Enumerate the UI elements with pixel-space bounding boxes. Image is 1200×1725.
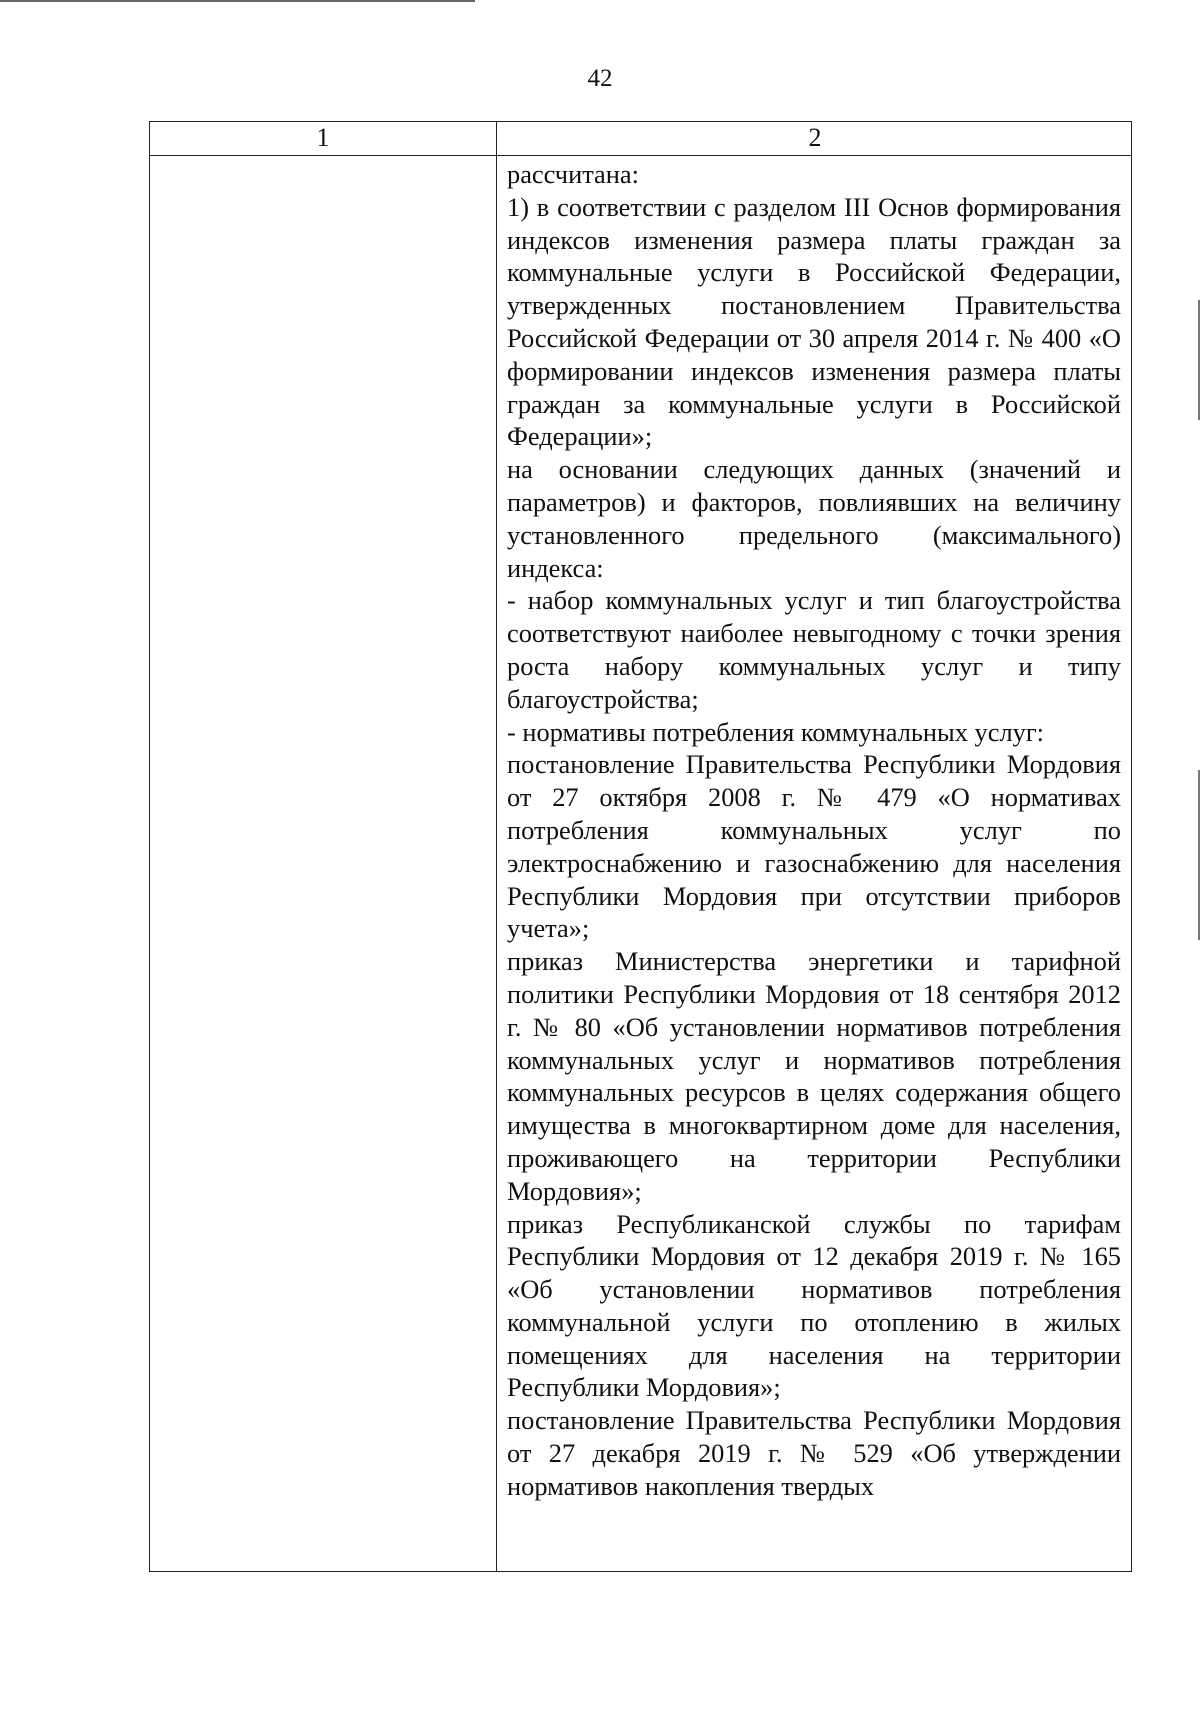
paragraph: приказ Министерства энергетики и тарифной политики Республики Мордовия от 18 сентября 2012 г. № 80 «Об установлении нормативов потребления коммунальных услуг и нормативов потребления коммунальных ресурсов в целях содержания общего имущества в многоквартирном доме для населения, проживающего на территории Республики Мордовия»; — [507, 946, 1121, 1206]
column-2-content — [507, 158, 1121, 1503]
paragraph: постановление Правительства Республики Мордовия от 27 декабря 2019 г. № 529 «Об утверждении нормативов накопления твердых — [507, 1405, 1121, 1501]
paragraph: - набор коммунальных услуг и тип благоустройства соответствуют наиболее невыгодному с точки зрения роста набору коммунальных услуг и типу благоустройства; — [507, 585, 1121, 714]
paragraph: постановление Правительства Республики Мордовия от 27 октября 2008 г. № 479 «О нормативах потребления коммунальных услуг по электроснабжению и газоснабжению для населения Республики Мордовия при отсутствии приборов учета»; — [507, 749, 1121, 944]
column-header-1: 1 — [316, 123, 330, 152]
page-number: 42 — [587, 65, 613, 92]
paragraph: приказ Республиканской службы по тарифам Республики Мордовия от 12 декабря 2019 г. № 165 «Об установлении нормативов потребления коммунальной услуги по отоплению в жилых помещениях для населения на территории Республики Мордовия»; — [507, 1208, 1121, 1403]
column-divider — [496, 122, 497, 1571]
paragraph: 1) в соответствии с разделом III Основ формирования индексов изменения размера платы граждан за коммунальные услуги в Российской Федерации, утвержденных постановлением Правительства Российской Федерации от 30 апреля 2014 г. № 400 «О формировании индексов изменения размера платы граждан за коммунальные услуги в Российской Федерации»; — [507, 191, 1121, 452]
paragraph: на основании следующих данных (значений и параметров) и факторов, повлиявших на величину установленного предельного (максимального) индекса: — [507, 454, 1121, 583]
paragraph: рассчитана: — [507, 159, 639, 189]
scan-edge-artifact — [0, 0, 475, 2]
paragraph: - нормативы потребления коммунальных услуг: — [507, 716, 1044, 747]
column-header-2: 2 — [808, 123, 822, 152]
table-header-row — [150, 122, 1131, 156]
document-table — [149, 121, 1132, 1572]
